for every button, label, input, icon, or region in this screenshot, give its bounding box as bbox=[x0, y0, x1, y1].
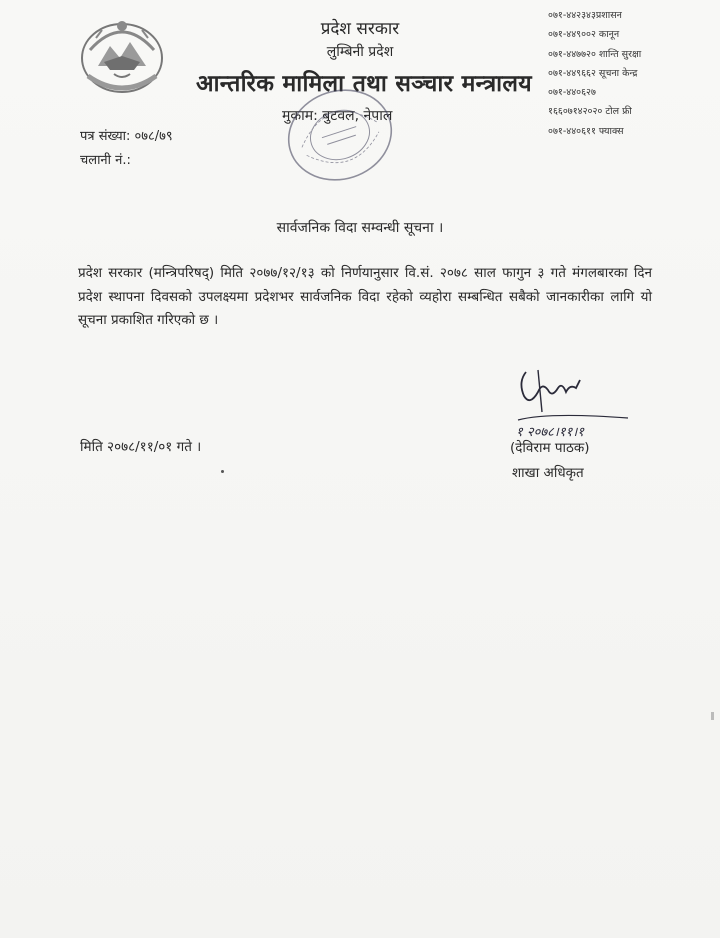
ministry-heading: आन्तरिक मामिला तथा सञ्चार मन्त्रालय bbox=[196, 71, 532, 97]
notice-subject: सार्वजनिक विदा सम्वन्धी सूचना । bbox=[276, 220, 444, 236]
signer-name: (देविराम पाठक) bbox=[510, 440, 590, 456]
contact-line: ०७१-४४२३४३प्रशासन bbox=[548, 10, 622, 21]
signer-title: शाखा अधिकृत bbox=[512, 465, 584, 481]
notice-date: मिति २०७८/११/०१ गते । bbox=[80, 439, 202, 455]
contact-line: ०७१-४४७७२० शान्ति सुरक्षा bbox=[548, 48, 642, 60]
nepal-emblem-icon bbox=[76, 16, 168, 98]
office-address: मुकाम: बुटवल, नेपाल bbox=[282, 108, 393, 124]
ink-dot bbox=[221, 470, 224, 473]
contact-line: ०७१-४४०६२७ bbox=[548, 87, 596, 99]
government-heading: प्रदेश सरकार bbox=[320, 19, 400, 39]
contact-line: १६६०७१४२०२० टोल फ्री bbox=[548, 106, 632, 118]
letter-number: पत्र संख्या: ०७८/७९ bbox=[80, 129, 173, 144]
contact-line: ०७१-४४९६६२ सूचना केन्द्र bbox=[548, 67, 638, 79]
edge-mark bbox=[711, 712, 714, 720]
contact-line: ०७१-४४९००२ कानून bbox=[548, 29, 620, 41]
contact-list bbox=[548, 6, 716, 141]
province-heading: लुम्बिनी प्रदेश bbox=[326, 44, 394, 60]
signature-icon bbox=[508, 362, 638, 442]
signature-date: १ २०७८।११।१ bbox=[516, 425, 585, 440]
dispatch-number: चलानी नं.: bbox=[80, 153, 131, 168]
notice-body: प्रदेश सरकार (मन्त्रिपरिषद्) मिति २०७७/१२/१३ को निर्णयानुसार वि.सं. २०७८ साल फागुन ३ गते मंगलबारका दिन प्रदेश स्थापना दिवसको उपलक्ष्यमा प्रदेशभर सार्वजनिक विदा रहेको व्यहोरा सम्बन्धित सबैको जानकारीका लागि यो सूचना प्रकाशित गरिएको छ । bbox=[78, 265, 652, 328]
contact-line: ०७१-४४०६११ फ्याक्स bbox=[548, 125, 624, 137]
office-stamp-icon bbox=[280, 80, 400, 190]
